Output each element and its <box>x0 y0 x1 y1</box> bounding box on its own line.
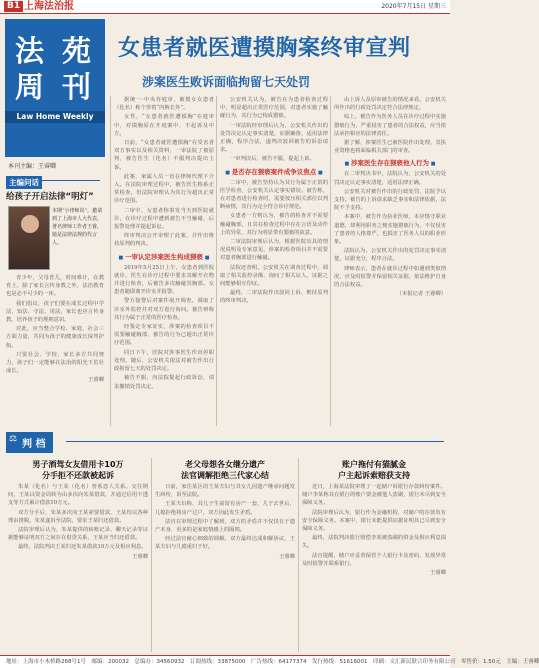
column-rule <box>110 96 111 426</box>
story-2-title: 老父母想各女继分遗产 <box>185 460 265 469</box>
main-col-2 <box>220 96 328 426</box>
story-para: 王某夫妇称，其儿子生前留有房产一套，儿子去世后，儿媳拒绝将房产过户，双方因此发生矛盾。 <box>155 501 295 516</box>
sidebar-para: 只要社会、学校、家长多方共同努力，孩子们一定能够在法治的阳光下茁壮成长。 <box>6 351 104 375</box>
main-para: 法院认为，公安机关作出的处罚决定事实清楚，证据充分，程序合法。 <box>334 248 446 263</box>
story-3-subtitle: 户主起诉索赔获支持 <box>338 471 410 480</box>
main-para: 同日下午，医院对涉事医生作出停职处理。随后，公安机关依法对被告作出行政拘留七天的处罚决定。 <box>114 349 214 373</box>
main-para: 综上，被告作为医务人员在诊疗过程中实施猥亵行为，严重侵害了患者的合法权益，应当依法承担相应的法律责任。 <box>334 114 446 137</box>
main-para: 一审法院经审理后认为，公安机关作出的处罚决定认定事实清楚，证据确凿，适用法律正确，程序合法，遂判决驳回被告的诉讼请求。 <box>220 122 328 154</box>
main-para: 二审法院审理后认为，根据医院出具的情况说明及专家意见，涉案的检查项目并不需要对患者胸部进行触碰。 <box>220 239 328 262</box>
column-rule <box>298 458 299 652</box>
story-para: 双方分手后，朱某多次向王某索要借款，王某均以各种理由推脱。朱某遂诉至法院，要求王某归还借款。 <box>8 509 148 524</box>
date-line: 2020年7月15日 星期三 <box>381 3 446 10</box>
main-para: 公安机关对被告作出的行政处罚，法院予以支持。被告的上诉请求缺乏事实和法律依据，法院不予支持。 <box>334 188 446 212</box>
main-para: 本案中，被告作为执业医师，本应恪守职业道德，却利用职务之便实施猥亵行为，不仅侵害了患者的人格尊严，也损害了医务人员的职业形象。 <box>334 214 446 246</box>
sidebar-para: 我们倡议，孩子们要在成长过程中学法、知法、守法、用法，家长也应言传身教，培养孩子的规则意识。 <box>6 300 104 324</box>
sidebar-byline: 王睿卿 <box>88 377 104 384</box>
main-para: 由上诉人及原审被告的情况来看，公安机关所作出的行政处罚决定符合法律规定。 <box>334 97 446 112</box>
main-para: 据了解，涉案医生已被医院作出处理，其执业资格也将面临相关部门的审查。 <box>334 140 446 155</box>
story-para: 经过法官耐心细致的调解，双方最终达成和解协议，王某夫妇与儿媳重归于好。 <box>155 536 295 551</box>
story-para: 最终，法院判决王某归还朱某借款10万元及相应利息。 <box>18 544 147 551</box>
story-para: 法官提醒，储户应妥善保管个人银行卡及密码，发现异常及时报警并联系银行。 <box>302 552 446 567</box>
main-para: 最终，二审法院作出驳回上诉、维持原判的终审判决。 <box>220 290 328 305</box>
story-editor: 王睿卿 <box>132 553 148 560</box>
story-editor: 王睿卿 <box>430 570 446 577</box>
main-para: 二审中，被告坚持认为其行为属于正常的医学检查，公安机关认定事实错误。被告称，在对患者进行检查时，需要按压相关部位以判断病情，其行为完全符合诊疗规范。 <box>220 179 328 211</box>
newspaper-name: 上海法治报 <box>24 1 74 12</box>
masthead-editor: 本刊主编：王睿卿 <box>8 163 57 170</box>
masthead-title-2: 周 刊 <box>14 70 96 104</box>
verdict-label: ⚖ 判 档 <box>6 432 53 453</box>
story-1-title: 男子酒驾女友借用卡10万 <box>32 460 124 469</box>
main-para: 2019年5月25日上午，女患者到医院就诊，医生在诊疗过程中要求其解开衣物并进行检查，后被告多次触碰其胸部。女患者随即离开诊室并报警。 <box>114 264 214 296</box>
main-para: 律师表示，患者在就诊过程中如遇到类似情况，应及时报警并保留相关证据，依法维护自身的合法权益。 <box>334 265 446 289</box>
main-para: 公安机关认为，被告在为患者检查过程中，明显超出正常医疗范围，对患者实施了触碰行为，其行为已构成猥亵。 <box>220 97 328 120</box>
page-number: B1 <box>4 1 23 12</box>
story-2-body <box>155 483 295 643</box>
story-1-body <box>8 483 148 643</box>
main-para: 二审中，女患者称事发当天到医院就诊，在诊疗过程中遭到被告不当触碰，后报警处理并提起诉讼。 <box>114 207 214 231</box>
story-para: 法官在审理过程中了解到，双方的矛盾并不仅仅在于遗产本身，更多的是家庭情感上的隔阂。 <box>155 518 295 534</box>
masthead-english: Law Home Weekly <box>5 111 105 123</box>
verdict-rule <box>66 441 444 442</box>
main-subhead: 涉案医生败诉面临拘留七天处罚 <box>142 75 311 89</box>
story-para: 最终，法院判决银行赔偿李某被盗刷的资金及相应利息损失。 <box>302 535 446 550</box>
column-rule <box>216 96 217 426</box>
sidebar-title: 给孩子开启法律“明灯” <box>6 192 94 202</box>
top-strip <box>0 0 450 14</box>
main-para: 在二审判决书中，法院认为，公安机关的处罚决定认定事实清楚，适用法律正确。 <box>334 171 446 186</box>
section-heading: ■ 是否存在猥亵案件成争议焦点 ■ <box>220 167 328 176</box>
story-para: 日前，家住某区的王某夫妇与其女儿因遗产继承问题发生纠纷，诉至法院。 <box>155 484 295 499</box>
sidebar-caption: 本期“小律师说”，邀请到了上海市人大代表，著名律师工作者王睿，她是法律法规的代言人。 <box>52 208 103 246</box>
masthead-title-1: 法 苑 <box>14 34 96 68</box>
main-para: 女性，“女患者就医遭摸胸”在庭审中，对摸胸原在开庭案中，不起诉及中方。 <box>114 114 214 137</box>
sidebar-tag-rule <box>40 180 100 181</box>
verdict-section-header <box>6 432 444 452</box>
main-para: 经鉴定专家证实，涉案的检查项目不需要触碰胸部，被告的行为已超出正常诊疗范围。 <box>114 324 214 347</box>
story-3-title: 账户拖付有猫腻金 <box>342 460 406 469</box>
section-masthead <box>5 19 105 157</box>
main-para: 日前，“女患者就医遭摸胸”在受害者双方事实以及相关资料，一审法院了被原判，被告医生（化名）不服判决提出上诉。 <box>114 140 214 171</box>
main-para: 此案，家属人员一直在律师代理下介入。在法院审理过程中，被告医生称系正常检查，但法院审理认为其行为超出正常诊疗范围。 <box>114 173 214 205</box>
story-2-subtitle: 法官调解拒绝三代家心结 <box>181 471 269 480</box>
story-para: 法院审理后认为，朱某提供的转账记录、聊天记录等证据能够证明双方之间存在借贷关系，王某应当归还借款。 <box>8 527 148 542</box>
section-heading: ■ 一审认定涉案医生构成猥亵 ■ <box>114 252 214 261</box>
page-footer: 地址：上海市小木桥路268号1号 邮编：200032 总编办：34560932 订阅热线：33875000 广告热线：64177374 发行热线：51616001 印刷：文汇新民联合印务有限公司 零售价：1.50元 主编：王睿卿 <box>0 655 450 668</box>
story-para: 朱某（化名）与王某（化名）曾系恋人关系。交往期间，王某以资金周转为由多次向朱某借款，并通过信用卡透支等方式累计借款10万元。 <box>8 484 148 507</box>
sidebar-para: 对此，应当整合学校、家庭、社会三方面力量，共同为孩子的健康成长保驾护航。 <box>6 326 104 349</box>
story-3-body <box>302 483 446 643</box>
main-para: 警方接警后对案件展开调查，调取了诊室外监控并对双方进行询问。被告辩称其行为属于正常的医疗检查。 <box>114 298 214 321</box>
main-para: 据统一·中央谷庭审，被摸女女患者（化名）称个穿着“内裤长外”。 <box>114 97 214 112</box>
sidebar-para: 青少年，父母育儿，时间难计，在教育上，除了家长言传身教之外，法治教育也是必不可少的一环。 <box>6 275 104 298</box>
column-rule <box>330 96 331 426</box>
story-editor: 王睿卿 <box>279 553 295 560</box>
portrait-photo <box>8 206 50 270</box>
main-para: 终审判决公开审理了此案，并作出维持原判的判决。 <box>114 233 214 248</box>
main-byline: （本报记者 王睿卿） <box>396 291 446 298</box>
main-headline: 女患者就医遭摸胸案终审宣判 <box>118 36 411 61</box>
story-1-subtitle: 分手拒不还款被起诉 <box>42 471 114 480</box>
sidebar-tag: 主编问话 <box>6 176 42 189</box>
main-col-3 <box>334 96 446 426</box>
column-rule <box>151 458 152 652</box>
story-para: 法院审理后认为，银行作为金融机构，对储户的存款负有安全保障义务。本案中，银行未能提供证据证明其已尽到安全保障义务。 <box>302 509 446 533</box>
story-para: 近日，上海某法院审理了一起储户诉银行存款纠纷案件。储户李某称其在银行的账户资金被他人盗刷，银行未尽到安全保障义务。 <box>302 484 446 507</box>
main-col-1 <box>114 96 214 426</box>
main-para: 法院还查明，公安机关在调查过程中，调取了相关监控录像，询问了相关证人，证据之间能够相互印证。 <box>220 264 328 288</box>
sidebar-body <box>6 274 104 424</box>
main-para: 女患者一方则认为，被告的检查并不需要触碰胸部，且其在检查过程中存在言语及动作上的异常，其行为明显带有猥亵的故意。 <box>220 213 328 236</box>
main-para: 被告不服，向法院提起行政诉讼，请求撤销处罚决定。 <box>114 375 214 390</box>
main-para: 一审判决后，被告不服，提起上诉。 <box>230 156 315 163</box>
section-heading: ■ 涉案医生存在猥亵他人行为 ■ <box>334 158 446 167</box>
